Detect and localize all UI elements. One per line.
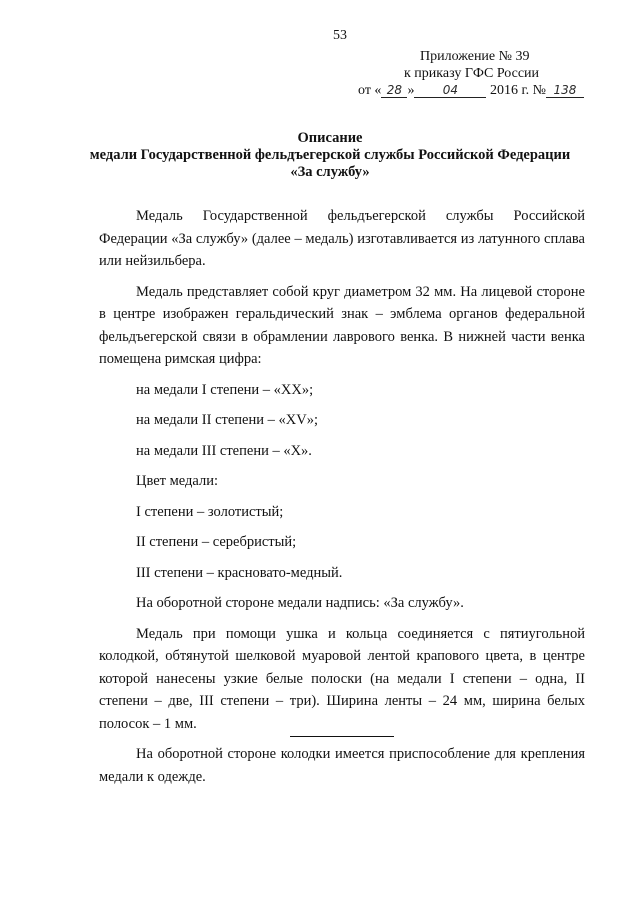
paragraph-design: Медаль представляет собой круг диаметром 32 мм. На лицевой стороне в центре изображен геральдический знак – эмблема органов федеральной фельдъегерской связи в обрамлении лаврового венка. В нижней части венка помещена римская цифра: bbox=[99, 283, 585, 367]
document-title bbox=[60, 130, 600, 181]
title-line-award-name: «За службу» bbox=[290, 164, 370, 180]
end-divider bbox=[290, 736, 394, 737]
paragraph-color-heading: Цвет медали: bbox=[136, 473, 219, 489]
handwritten-order-number: 138 bbox=[546, 84, 584, 98]
page-number: 53 bbox=[333, 28, 347, 43]
date-quote: » bbox=[407, 83, 415, 98]
appendix-block bbox=[352, 48, 602, 99]
paragraph-ribbon: Медаль при помощи ушка и кольца соединяется с пятиугольной колодкой, обтянутой шелковой муаровой лентой крапового цвета, в центре которой нанесены узкие белые полоски (на медали I степени – одна, II степени – две, III степени – три). Ширина ленты – 24 мм, ширина белых полосок – 1 мм. bbox=[99, 625, 585, 732]
list-item-degree-1-numeral: на медали I степени – «XX»; bbox=[136, 381, 314, 398]
document-body bbox=[99, 205, 585, 796]
list-item-degree-2-color: II степени – серебристый; bbox=[136, 534, 297, 550]
appendix-date-line bbox=[352, 82, 602, 99]
list-item-degree-3-numeral: на медали III степени – «X». bbox=[136, 442, 312, 459]
date-year: 2016 г. № bbox=[489, 83, 546, 98]
paragraph-reverse-inscription: На оборотной стороне медали надпись: «За службу». bbox=[136, 595, 464, 611]
title-line-description: Описание bbox=[297, 130, 363, 146]
handwritten-day: 28 bbox=[381, 84, 407, 98]
date-prefix: от « bbox=[358, 83, 382, 98]
list-item-degree-1-color: I степени – золотистый; bbox=[136, 503, 284, 520]
title-line-medal: медали Государственной фельдъегерской службы Российской Федерации bbox=[89, 147, 571, 163]
handwritten-month: 04 bbox=[414, 84, 486, 98]
paragraph-material: Медаль Государственной фельдъегерской службы Российской Федерации «За службу» (далее – медаль) изготавливается из латунного сплава или нейзильбера. bbox=[99, 208, 585, 269]
paragraph-attachment: На оборотной стороне колодки имеется приспособление для крепления медали к одежде. bbox=[99, 746, 585, 785]
list-item-degree-3-color: III степени – красновато-медный. bbox=[136, 564, 343, 581]
appendix-title: Приложение № 39 bbox=[420, 49, 530, 64]
appendix-order-reference: к приказу ГФС России bbox=[404, 66, 540, 81]
list-item-degree-2-numeral: на медали II степени – «XV»; bbox=[136, 412, 318, 428]
